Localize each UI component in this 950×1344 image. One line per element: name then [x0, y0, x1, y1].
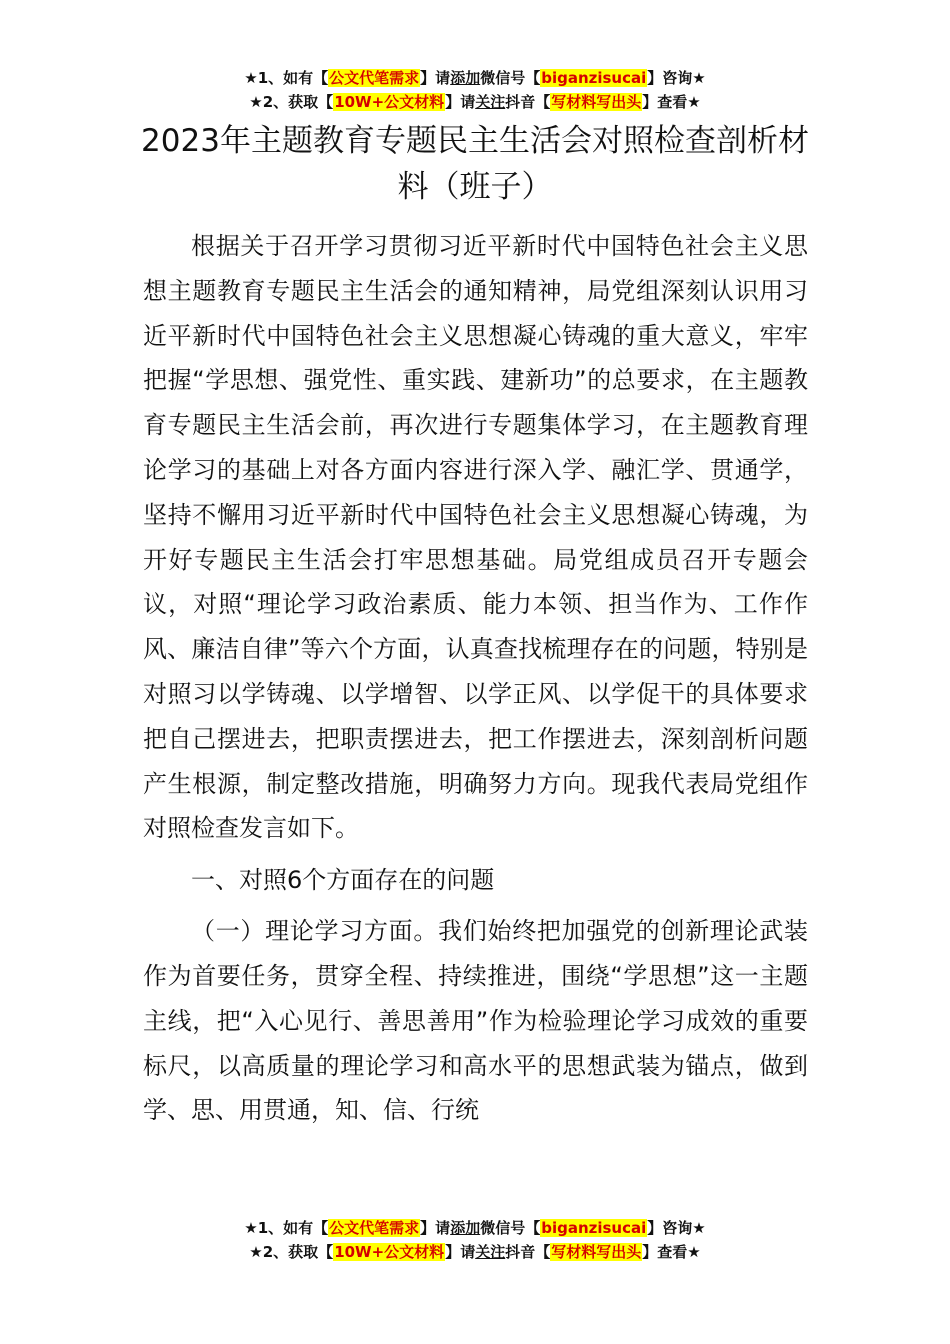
promo-line-2	[0, 90, 950, 114]
promo-highlight: 公文代笔需求	[329, 69, 420, 87]
promo-text: 微信号【	[480, 1219, 541, 1237]
promo-line-1	[0, 66, 950, 90]
promo-underlined: 关注	[475, 93, 506, 111]
promo-highlight: biganzisucai	[541, 1219, 647, 1237]
promo-text: 】咨询★	[647, 1219, 706, 1237]
promo-text: ★2、获取【	[249, 93, 334, 111]
promo-text: 微信号【	[480, 69, 541, 87]
promo-highlight: biganzisucai	[541, 69, 647, 87]
promo-text: 】查看★	[642, 1243, 701, 1261]
promo-highlight: 公文代笔需求	[329, 1219, 420, 1237]
promo-highlight: 10W+公文材料	[334, 1243, 445, 1261]
promo-text: 抖音【	[505, 1243, 551, 1261]
promo-text: 】咨询★	[647, 69, 706, 87]
promo-text: ★1、如有【	[244, 1219, 329, 1237]
promo-underlined: 添加	[450, 1219, 481, 1237]
intro-paragraph: 根据关于召开学习贯彻习近平新时代中国特色社会主义思想主题教育专题民主生活会的通知精神，局党组深刻认识用习近平新时代中国特色社会主义思想凝心铸魂的重大意义，牢牢把握“学思想、强党性、重实践、建新功”的总要求，在主题教育专题民主生活会前，再次进行专题集体学习，在主题教育理论学习的基础上对各方面内容进行深入学、融汇学、贯通学，坚持不懈用习近平新时代中国特色社会主义思想凝心铸魂，为开好专题民主生活会打牢思想基础。局党组成员召开专题会议，对照“理论学习政治素质、能力本领、担当作为、工作作风、廉洁自律”等六个方面，认真查找梳理存在的问题，特别是对照习以学铸魂、以学增智、以学正风、以学促干的具体要求把自己摆进去，把职责摆进去，把工作摆进去，深刻剖析问题产生根源，制定整改措施，明确努力方向。现我代表局党组作对照检查发言如下。	[143, 232, 808, 843]
promo-underlined: 添加	[450, 69, 481, 87]
promo-highlight: 10W+公文材料	[334, 93, 445, 111]
promo-text: 】请	[445, 93, 476, 111]
promo-line-2	[0, 1240, 950, 1264]
promo-text: 抖音【	[505, 93, 551, 111]
promo-banner-top	[0, 66, 950, 114]
promo-underlined: 关注	[475, 1243, 506, 1261]
promo-text: 】请	[420, 69, 451, 87]
promo-line-1	[0, 1216, 950, 1240]
document-body	[143, 224, 808, 1133]
promo-text: 】请	[420, 1219, 451, 1237]
section-heading: 一、对照6个方面存在的问题	[191, 866, 495, 895]
promo-text: 】查看★	[642, 93, 701, 111]
subsection-paragraph: （一）理论学习方面。我们始终把加强党的创新理论武装作为首要任务，贯穿全程、持续推进，围绕“学思想”这一主题主线，把“入心见行、善思善用”作为检验理论学习成效的重要标尺，以高质量的理论学习和高水平的思想武装为锚点，做到学、思、用贯通，知、信、行统	[143, 917, 808, 1125]
promo-text: 】请	[445, 1243, 476, 1261]
promo-text: ★1、如有【	[244, 69, 329, 87]
promo-text: ★2、获取【	[249, 1243, 334, 1261]
promo-highlight: 写材料写出头	[551, 93, 642, 111]
promo-banner-bottom	[0, 1216, 950, 1264]
document-title: 2023年主题教育专题民主生活会对照检查剖析材料（班子）	[141, 123, 809, 205]
promo-highlight: 写材料写出头	[551, 1243, 642, 1261]
